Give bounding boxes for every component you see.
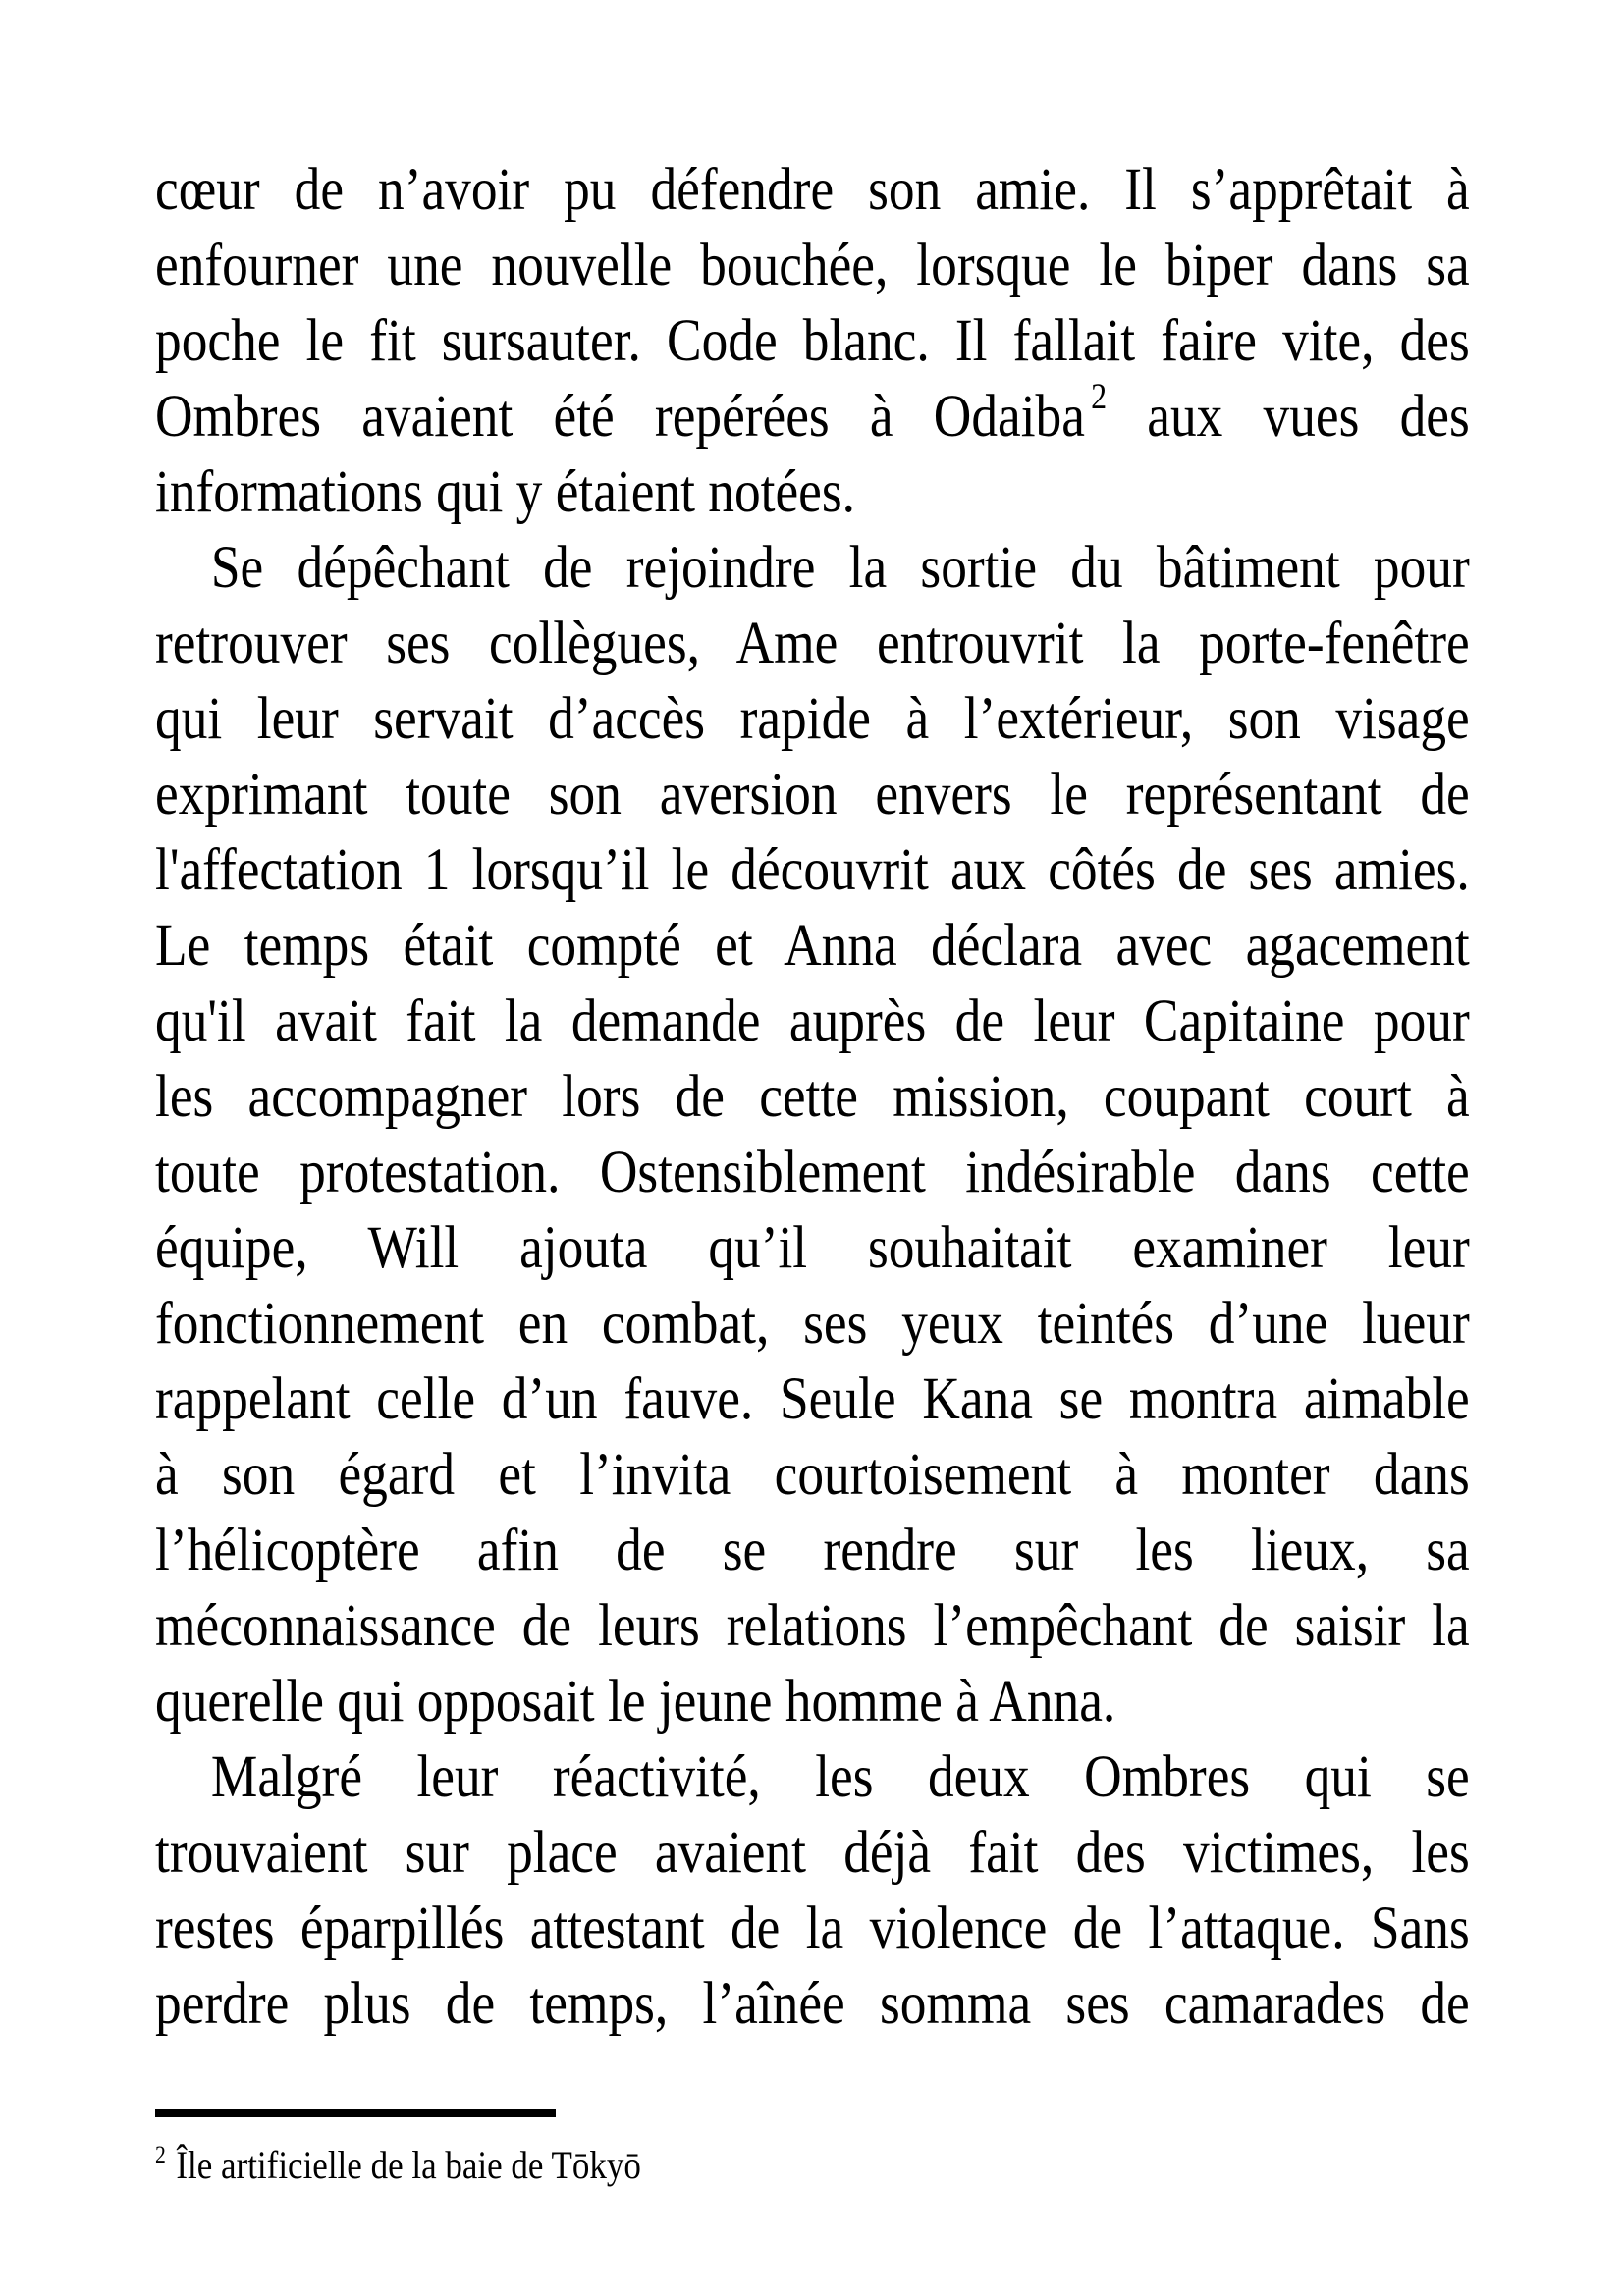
text-line: informations qui y étaient notées.: [155, 459, 855, 525]
body-text: [155, 152, 1470, 2042]
text-segment: aux vues des: [1107, 384, 1470, 450]
text-line: qui leur servait d’accès rapide à l’extérieur, son visage: [155, 686, 1470, 752]
text-line: l’hélicoptère afin de se rendre sur les lieux, sa: [155, 1518, 1470, 1583]
text-line: équipe, Will ajouta qu’il souhaitait examiner leur: [155, 1215, 1470, 1281]
text-line: Se dépêchant de rejoindre la sortie du bâtiment pour: [210, 535, 1470, 601]
text-line: exprimant toute son aversion envers le représentant de: [155, 762, 1470, 828]
text-line: restes éparpillés attestant de la violence de l’attaque. Sans: [155, 1896, 1470, 1961]
text-line: [155, 379, 1470, 454]
footnote: [155, 2140, 808, 2191]
text-line: qu'il avait fait la demande auprès de leur Capitaine pour: [155, 988, 1470, 1054]
text-line: toute protestation. Ostensiblement indésirable dans cette: [155, 1140, 1470, 1205]
text-line: méconnaissance de leurs relations l’empêchant de saisir la: [155, 1593, 1470, 1659]
text-line: retrouver ses collègues, Ame entrouvrit la porte-fenêtre: [155, 611, 1470, 676]
text-line: perdre plus de temps, l’aînée somma ses camarades de: [155, 1971, 1470, 2037]
text-segment: Ombres avaient été repérées à Odaiba: [155, 384, 1085, 450]
text-line: cœur de n’avoir pu défendre son amie. Il s’apprêtait à: [155, 157, 1470, 223]
footnote-marker: 2: [155, 2142, 166, 2168]
text-line: Le temps était compté et Anna déclara avec agacement: [155, 913, 1470, 979]
text-line: à son égard et l’invita courtoisement à monter dans: [155, 1442, 1470, 1508]
footnote-text: Île artificielle de la baie de Tōkyō: [176, 2143, 641, 2187]
text-line: enfourner une nouvelle bouchée, lorsque le biper dans sa: [155, 233, 1470, 298]
text-line: rappelant celle d’un fauve. Seule Kana se montra aimable: [155, 1366, 1470, 1432]
text-line: les accompagner lors de cette mission, coupant court à: [155, 1064, 1470, 1130]
text-line: trouvaient sur place avaient déjà fait des victimes, les: [155, 1820, 1470, 1886]
text-line: l'affectation 1 lorsqu’il le découvrit aux côtés de ses amies.: [155, 837, 1470, 903]
footnote-separator: [155, 2109, 556, 2117]
text-line: Malgré leur réactivité, les deux Ombres qui se: [210, 1744, 1470, 1810]
footnote-reference: 2: [1091, 379, 1108, 416]
text-line: fonctionnement en combat, ses yeux teintés d’une lueur: [155, 1291, 1470, 1357]
text-line: querelle qui opposait le jeune homme à Anna.: [155, 1669, 1116, 1735]
text-line: poche le fit sursauter. Code blanc. Il fallait faire vite, des: [155, 308, 1470, 374]
